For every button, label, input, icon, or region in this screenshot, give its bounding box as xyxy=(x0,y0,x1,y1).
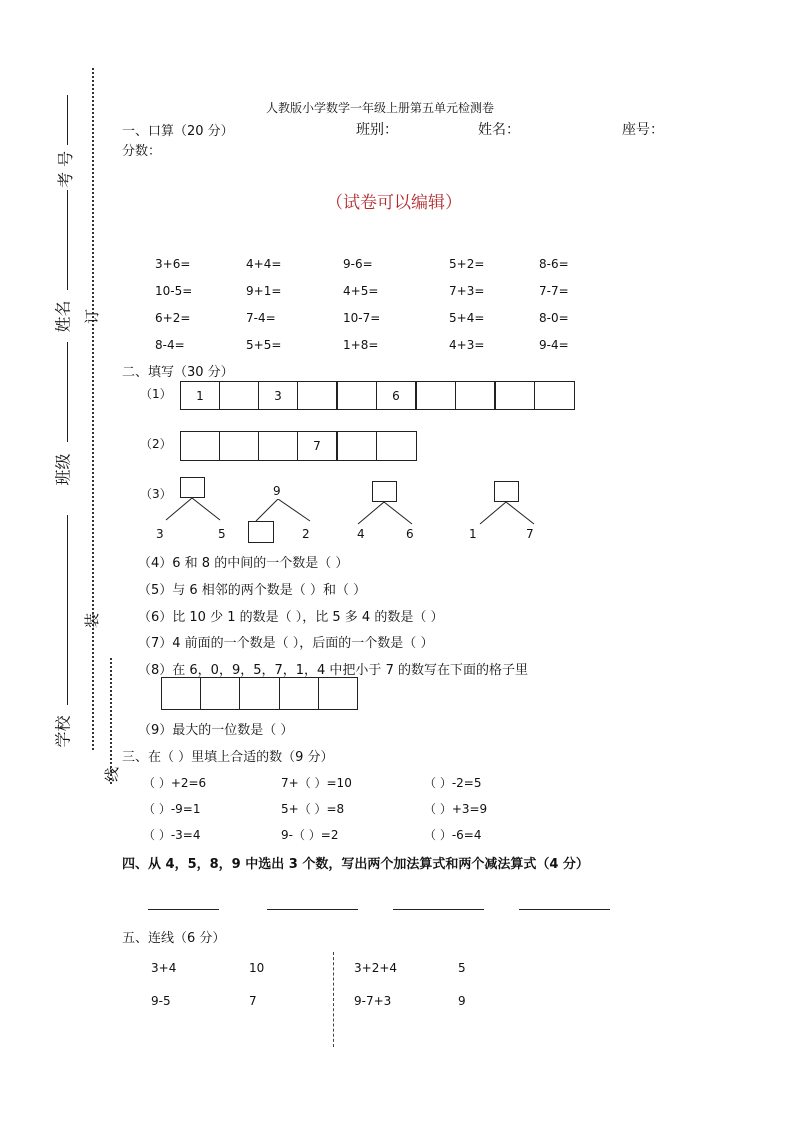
bond-top-number: 9 xyxy=(273,484,281,498)
q8-box[interactable] xyxy=(279,677,319,710)
class-field-label: 班别： xyxy=(356,122,398,138)
bond-top-box[interactable] xyxy=(180,477,205,498)
calc-item: 8-0= xyxy=(539,311,569,325)
q2-box[interactable] xyxy=(258,431,298,461)
bond-right-number: 7 xyxy=(526,527,534,541)
q1-box[interactable]: 3 xyxy=(258,381,298,410)
calc-item: 8-6= xyxy=(539,257,569,271)
section-5-heading: 五、连线（6 分） xyxy=(122,931,226,946)
fill-in-item: （ ）+3=9 xyxy=(424,802,488,816)
section-1-heading: 一、口算（20 分） xyxy=(122,124,234,139)
calc-item: 8-4= xyxy=(155,338,185,352)
q1-box[interactable] xyxy=(416,381,456,410)
bond-branches xyxy=(356,502,416,526)
question-9: （9）最大的一位数是（ ） xyxy=(138,723,294,738)
q3-label: （3） xyxy=(140,487,172,501)
q2-box[interactable] xyxy=(219,431,259,461)
q8-box[interactable] xyxy=(318,677,358,710)
q1-box[interactable] xyxy=(455,381,495,410)
bond-top-box[interactable] xyxy=(494,481,519,502)
match-value: 9 xyxy=(458,994,466,1008)
binding-dotted-line xyxy=(92,68,94,750)
question-6: （6）比 10 少 1 的数是（ ），比 5 多 4 的数是（ ） xyxy=(138,610,444,625)
q1-box[interactable] xyxy=(297,381,337,410)
calc-item: 5+5= xyxy=(246,338,282,352)
exam-no-line-lower xyxy=(67,190,68,290)
bond-right-number: 6 xyxy=(406,527,414,541)
calc-item: 4+3= xyxy=(449,338,485,352)
q8-box[interactable] xyxy=(239,677,280,710)
name-line xyxy=(67,342,68,442)
q1-box[interactable] xyxy=(219,381,259,410)
editable-note: （试卷可以编辑） xyxy=(326,193,462,213)
calc-item: 6+2= xyxy=(155,311,191,325)
bond-top-box[interactable] xyxy=(372,481,397,502)
bond-left-number: 4 xyxy=(357,527,365,541)
fill-in-item: 9-（ ）=2 xyxy=(281,828,339,842)
zhuang-label: 装 xyxy=(83,612,102,629)
fill-in-item: （ ）-2=5 xyxy=(424,776,482,790)
q1-box[interactable] xyxy=(534,381,575,410)
calc-item: 9-6= xyxy=(343,257,373,271)
fill-in-item: （ ）-3=4 xyxy=(143,828,201,842)
q1-box[interactable]: 6 xyxy=(376,381,416,410)
ding-label: 订 xyxy=(83,308,102,325)
page-title: 人教版小学数学一年级上册第五单元检测卷 xyxy=(266,101,495,115)
bond-right-number: 2 xyxy=(302,527,310,541)
q8-box[interactable] xyxy=(161,677,201,710)
question-4: （4）6 和 8 的中间的一个数是（ ） xyxy=(138,556,349,571)
section-2-heading: 二、填写（30 分） xyxy=(122,365,234,380)
calc-item: 4+4= xyxy=(246,257,282,271)
q2-box[interactable]: 7 xyxy=(297,431,337,461)
calc-item: 5+2= xyxy=(449,257,485,271)
match-value: 10 xyxy=(249,961,265,975)
fill-in-item: 7+（ ）=10 xyxy=(281,776,352,790)
match-value: 7 xyxy=(249,994,257,1008)
q2-box[interactable] xyxy=(337,431,377,461)
school-label: 学校 xyxy=(53,715,73,748)
xian-label: 线 xyxy=(103,766,122,783)
section-3-heading: 三、在（ ）里填上合适的数（9 分） xyxy=(122,750,334,765)
match-expression: 9-7+3 xyxy=(354,994,392,1008)
fill-in-item: （ ）+2=6 xyxy=(143,776,207,790)
q1-label: （1） xyxy=(140,387,172,401)
match-expression: 3+2+4 xyxy=(354,961,398,975)
calc-item: 1+8= xyxy=(343,338,379,352)
match-expression: 3+4 xyxy=(151,961,177,975)
name-field-label: 姓名： xyxy=(478,122,520,138)
binding-dotted-line-lower xyxy=(110,658,112,784)
name-label: 姓名 xyxy=(53,300,73,333)
answer-line[interactable] xyxy=(393,909,484,910)
q1-box[interactable]: 1 xyxy=(180,381,220,410)
matching-divider xyxy=(333,952,334,1047)
calc-item: 4+5= xyxy=(343,284,379,298)
bond-left-number: 3 xyxy=(156,527,164,541)
q2-box[interactable] xyxy=(376,431,417,461)
calc-item: 9+1= xyxy=(246,284,282,298)
question-8: （8）在 6，0，9，5，7，1，4 中把小于 7 的数写在下面的格子里 xyxy=(138,663,528,678)
seat-field-label: 座号： xyxy=(622,122,664,138)
class-label: 班级 xyxy=(53,453,73,486)
bond-branches xyxy=(252,499,316,523)
calc-item: 7+3= xyxy=(449,284,485,298)
bond-left-box[interactable] xyxy=(248,521,274,543)
calc-item: 7-4= xyxy=(246,311,276,325)
question-5: （5）与 6 相邻的两个数是（ ）和（ ） xyxy=(138,583,367,598)
fill-in-item: （ ）-9=1 xyxy=(143,802,201,816)
answer-line[interactable] xyxy=(148,909,219,910)
q1-box[interactable] xyxy=(337,381,377,410)
q2-label: （2） xyxy=(140,437,172,451)
q8-box[interactable] xyxy=(200,677,240,710)
fill-in-item: 5+（ ）=8 xyxy=(281,802,345,816)
answer-line[interactable] xyxy=(267,909,358,910)
fill-in-item: （ ）-6=4 xyxy=(424,828,482,842)
calc-item: 9-4= xyxy=(539,338,569,352)
answer-line[interactable] xyxy=(519,909,610,910)
match-value: 5 xyxy=(458,961,466,975)
calc-item: 10-5= xyxy=(155,284,193,298)
calc-item: 5+4= xyxy=(449,311,485,325)
class-line xyxy=(67,515,68,705)
question-7: （7）4 前面的一个数是（ ），后面的一个数是（ ） xyxy=(138,636,434,651)
bond-branches xyxy=(164,498,224,522)
section-4-heading: 四、从 4，5，8，9 中选出 3 个数，写出两个加法算式和两个减法算式（4 分） xyxy=(122,857,589,872)
bond-right-number: 5 xyxy=(218,527,226,541)
calc-item: 10-7= xyxy=(343,311,381,325)
q1-box[interactable] xyxy=(495,381,535,410)
bond-branches xyxy=(478,502,538,526)
q2-box[interactable] xyxy=(180,431,220,461)
bond-left-number: 1 xyxy=(469,527,477,541)
score-field-label: 分数： xyxy=(122,144,162,159)
match-expression: 9-5 xyxy=(151,994,171,1008)
exam-no-line xyxy=(67,95,68,145)
calc-item: 3+6= xyxy=(155,257,191,271)
exam-no-label: 考 号 xyxy=(56,150,76,189)
calc-item: 7-7= xyxy=(539,284,569,298)
